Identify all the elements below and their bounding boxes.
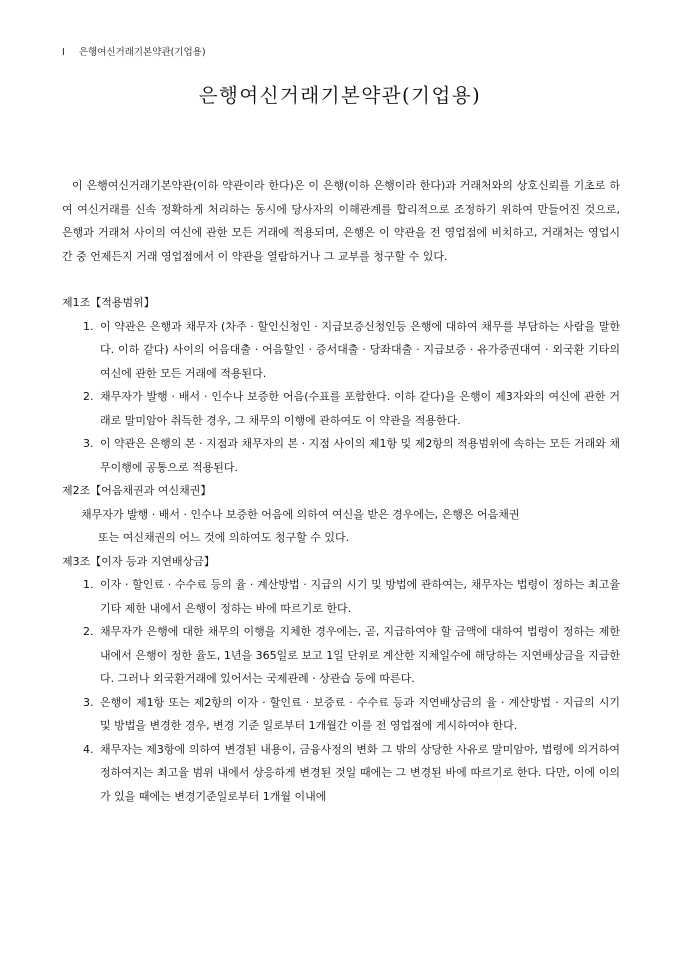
article-1-item-1: [62, 315, 620, 386]
article-2-body: [62, 503, 620, 550]
item-text: 은행이 제1항 또는 제2항의 이자 · 할인료 · 보증료 · 수수료 등과 지연배상금의 율 · 계산방법 · 지급의 시기 및 방법을 변경한 경우, 변경 기준 일로부터 1개월간 이를 전 영업점에 게시하여야 한다.: [100, 695, 620, 732]
article-3-item-4: [62, 738, 620, 809]
item-text: 이 약관은 은행의 본 · 지점과 채무자의 본 · 지점 사이의 제1항 및 제2항의 적용범위에 속하는 모든 거래와 채무이행에 공통으로 적용된다.: [100, 437, 620, 474]
running-header: [62, 44, 206, 58]
article-2-line-1: 채무자가 발행 · 배서 · 인수나 보증한 어음에 의하여 여신을 받은 경우에는, 은행은 어음채권: [81, 507, 520, 521]
article-1-item-3: [62, 432, 620, 479]
document-body: [62, 174, 620, 808]
item-number: 3.: [83, 695, 94, 709]
item-number: 1.: [83, 578, 94, 591]
intro-paragraph: 이 은행여신거래기본약관(이하 약관이라 한다)은 이 은행(이하 은행이라 한다)과 거래처와의 상호신뢰를 기초로 하여 여신거래를 신속 정확하게 처리하는 동시에 당사자의 이해관계를 합리적으로 조정하기 위하여 만들어진 것으로, 은행과 거래처 사이의 여신에 관한 모든 거래에 적용되며, 은행은 이 약관을 전 영업점에 비치하고, 거래처는 영업시간 중 언제든지 거래 영업점에서 이 약관을 열람하거나 그 교부를 청구할 수 있다.: [62, 179, 620, 263]
item-number: 1.: [83, 319, 94, 333]
article-1-heading: 제1조【적용범위】: [62, 296, 155, 309]
article-2-line-2: 또는 여신채권의 어느 것에 의하여도 청구할 수 있다.: [98, 531, 350, 544]
page-title: 은행여신거래기본약관(기업용): [198, 84, 482, 107]
item-text: 이 약관은 은행과 채무자 (차주 · 할인신청인 · 지급보증신청인등 은행에 대하여 채무를 부담하는 사람을 말한다. 이하 같다) 사이의 어음대출 · 어음할인 · 증서대출 · 당좌대출 · 지급보증 · 유가증권대여 · 외국환 기타의 여신에 관한 모든 거래에 적용된다.: [100, 319, 620, 380]
article-3-heading: 제3조【이자 등과 지연배상금】: [62, 554, 215, 568]
item-number: 2.: [83, 625, 94, 638]
article-3-item-3: [62, 691, 620, 738]
article-3: [62, 550, 620, 809]
article-2: [62, 479, 620, 550]
item-number: 4.: [83, 742, 94, 756]
article-3-item-2: [62, 620, 620, 691]
article-1: [62, 291, 620, 479]
item-number: 3.: [83, 437, 94, 450]
item-text: 이자 · 할인료 · 수수료 등의 율 · 계산방법 · 지급의 시기 및 방법에 관하여는, 채무자는 법령이 정하는 최고율 기타 제한 내에서 은행이 정하는 바에 따르기로 한다.: [100, 578, 620, 615]
item-text: 채무자가 발행 · 배서 · 인수나 보증한 어음(수표를 포함한다. 이하 같다)을 은행이 제3자와의 여신에 관한 거래로 말미암아 취득한 경우, 그 채무의 이행에 관하여도 이 약관을 적용한다.: [100, 390, 620, 427]
article-1-item-2: [62, 385, 620, 432]
header-bar: I: [62, 47, 65, 58]
item-text: 채무자가 은행에 대한 채무의 이행을 지체한 경우에는, 곧, 지급하여야 할 금액에 대하여 법령이 정하는 제한 내에서 은행이 정한 율도, 1년을 365일로 보고 1일 단위로 계산한 지체일수에 해당하는 지연배상금을 지급한다. 그러나 외국환거래에 있어서는 국제관례 · 상관습 등에 따른다.: [100, 625, 620, 685]
header-doc-name: 은행여신거래기본약관(기업용): [78, 47, 206, 58]
article-3-item-1: [62, 573, 620, 620]
item-text: 채무자는 제3항에 의하여 변경된 내용이, 금융사정의 변화 그 밖의 상당한 사유로 말미암아, 법령에 의거하여 정하여지는 최고율 범위 내에서 상응하게 변경된 것일 때에는 그 변경된 바에 따르기로 한다. 다만, 이에 이의가 있을 때에는 변경기준일로부터 1개월 이내에: [100, 742, 620, 803]
item-number: 2.: [83, 390, 94, 403]
article-2-heading: 제2조【어음채권과 여신채권】: [62, 484, 212, 497]
